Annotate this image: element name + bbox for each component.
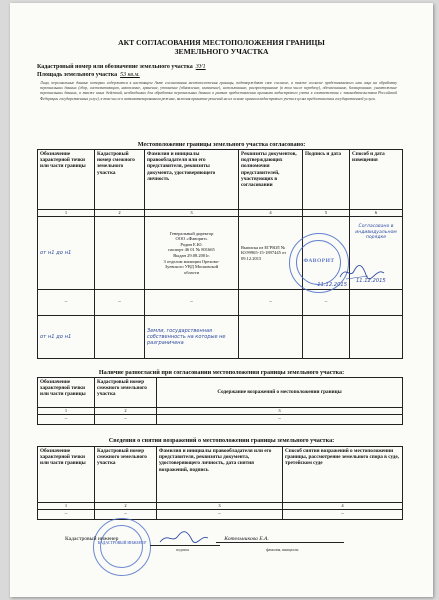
disagreements-header-point: Обозначение характерной точки или части границы [38, 378, 95, 408]
owner-line: ООО «Фаворит» [175, 236, 208, 242]
column-number: 3 [157, 503, 283, 510]
objections-header-owner: Фамилия и инициалы правообладателя или его представителя, реквизиты документа, удостоверяющего личность, дата снятия возражений, подпись [157, 447, 283, 503]
disagreements-table [37, 377, 403, 425]
column-number: 2 [95, 503, 157, 510]
personal-data-consent-text: Лица, персональные данные которых содержатся в настоящем Акте согласования местоположения границы, подтверждают свое согласие, а также согласие представляемого ими лица на обработку персональных данных (сбор, систематизацию, накопление, хранение, уточнение (обновление, изменение), использование, распространение (в том числе передачу), обезличивание, блокирование, уничтожение персональных данных, а также иных действий, необходимых для обработки персональных данных в рамках предоставления органами кадастрового учета в соответствии с законодательством Российской Федерации государственных услуг), в том числе в автоматизированном режиме, включая принятие решений на их основе органом кадастрового учета в целях предоставления государственной услуги. [40, 81, 397, 101]
cadastral-number-line [37, 63, 206, 71]
owner-cell [145, 217, 239, 290]
engineer-label: Кадастровый инженер [65, 536, 119, 542]
objections-header-method: Способ снятия возражений о местоположении границы, рассмотрение земельного спора в суде, третейском суде [283, 447, 403, 503]
cadastral-number-label: Кадастровый номер или обозначение земельного участка [37, 64, 193, 70]
column-number: 6 [350, 210, 403, 217]
empty-cell: – [283, 510, 403, 520]
area-label: Площадь земельного участка [37, 72, 118, 78]
disagreements-header-content: Содержание возражений о местоположении границы [157, 378, 403, 408]
notice-date: 11.12.2015 [356, 278, 386, 285]
handwritten-owner: Земли, государственная собственность на которые не разграничена [147, 327, 226, 347]
name-caption: фамилия, инициалы [266, 548, 299, 552]
column-number: 1 [38, 408, 95, 415]
column-number: 4 [283, 503, 403, 510]
approval-header-notice: Способ и дата извещения [350, 150, 403, 210]
column-number: 1 [38, 210, 95, 217]
column-number: 3 [157, 408, 403, 415]
approval-header-owner: Фамилия и инициалы правообладателя или его представителя, реквизиты документа, удостоверяющего личность [145, 150, 239, 210]
disagreements-header-cadastral: Кадастровый номер смежного земельного участка [95, 378, 157, 408]
handwritten-point: от н1 до н1 [40, 249, 72, 256]
column-number: 3 [145, 210, 239, 217]
empty-cell: – [145, 290, 239, 316]
owner-line: Генеральный директор [169, 230, 214, 236]
owner-signature-icon [338, 261, 386, 283]
objections-header-point: Обозначение характерной точки или части границы [38, 447, 95, 503]
signature-line [150, 545, 220, 546]
seal-text: ФАВОРИТ [303, 258, 335, 264]
approval-header-cadastral: Кадастровый номер смежного земельного участка [95, 150, 145, 210]
empty-cell: – [95, 510, 157, 520]
table-row [38, 510, 403, 520]
table-row [38, 415, 403, 425]
approval-header-signature: Подпись и дата [303, 150, 350, 210]
engineer-seal-text: КАДАСТРОВЫЙ ИНЖЕНЕР [97, 541, 147, 545]
empty-cell: – [95, 415, 157, 425]
empty-cell: – [157, 415, 403, 425]
approval-table [37, 149, 403, 359]
empty-cell: – [303, 290, 350, 316]
owner-line: 3 отделом милиции Орехово- [163, 258, 220, 264]
engineer-name: Котельникова Е.А. [216, 536, 344, 543]
engineer-signature-icon [158, 530, 210, 546]
owner-line: Родин Е.Ю. [180, 241, 203, 247]
empty-cell: – [239, 290, 303, 316]
handwritten-point: от н1 до н1 [40, 333, 72, 340]
notice-method: Согласовано в индивидуальном порядке [355, 224, 397, 241]
authority-document: Выписка из ЕГРЮЛ № ЮЭ9965-15-1897445 от 09.12.2015 [239, 217, 303, 290]
signature-caption: подпись [176, 548, 190, 552]
signature-date: 11.12.2015 [317, 281, 347, 288]
cadastral-number-value: ЗУ1 [195, 64, 206, 70]
column-number: 1 [38, 503, 95, 510]
owner-line: Зуевского УВД Московской [164, 264, 219, 270]
area-line [37, 71, 140, 79]
column-number: 5 [303, 210, 350, 217]
approval-header-point: Обозначение характерной точки или части границы [38, 150, 95, 210]
objections-removal-table [37, 446, 403, 520]
area-value: 53 кв.м. [120, 72, 140, 78]
column-number: 2 [95, 210, 145, 217]
column-number: 2 [95, 408, 157, 415]
owner-line: Выдан 29.08.2001г. [173, 253, 210, 258]
column-number: 4 [239, 210, 303, 217]
owner-line: паспорт 46 01 № 801665 [168, 247, 215, 253]
section2-title: Наличие разногласий при согласовании местоположения границы земельного участка: [98, 369, 345, 376]
engineer-seal-icon [93, 518, 151, 576]
empty-cell: – [95, 290, 145, 316]
document-title-line2: ЗЕМЕЛЬНОГО УЧАСТКА [174, 47, 269, 56]
table-row [38, 316, 403, 359]
document-title-line1: АКТ СОГЛАСОВАНИЯ МЕСТОПОЛОЖЕНИЯ ГРАНИЦЫ [118, 38, 325, 47]
empty-cell: – [38, 510, 95, 520]
section3-title: Сведения о снятии возражений о местоположении границы земельного участка: [108, 437, 335, 444]
section1-title: Местоположение границы земельного участка согласовано: [137, 141, 306, 148]
empty-cell: – [157, 510, 283, 520]
document-page [10, 3, 433, 597]
table-row [38, 290, 403, 316]
owner-line: области [183, 269, 200, 275]
empty-cell: – [38, 290, 95, 316]
empty-cell: – [38, 415, 95, 425]
objections-header-cadastral: Кадастровый номер смежного земельного участка [95, 447, 157, 503]
approval-header-docs: Реквизиты документов, подтверждающих полномочия представителей, участвующих в согласовании [239, 150, 303, 210]
